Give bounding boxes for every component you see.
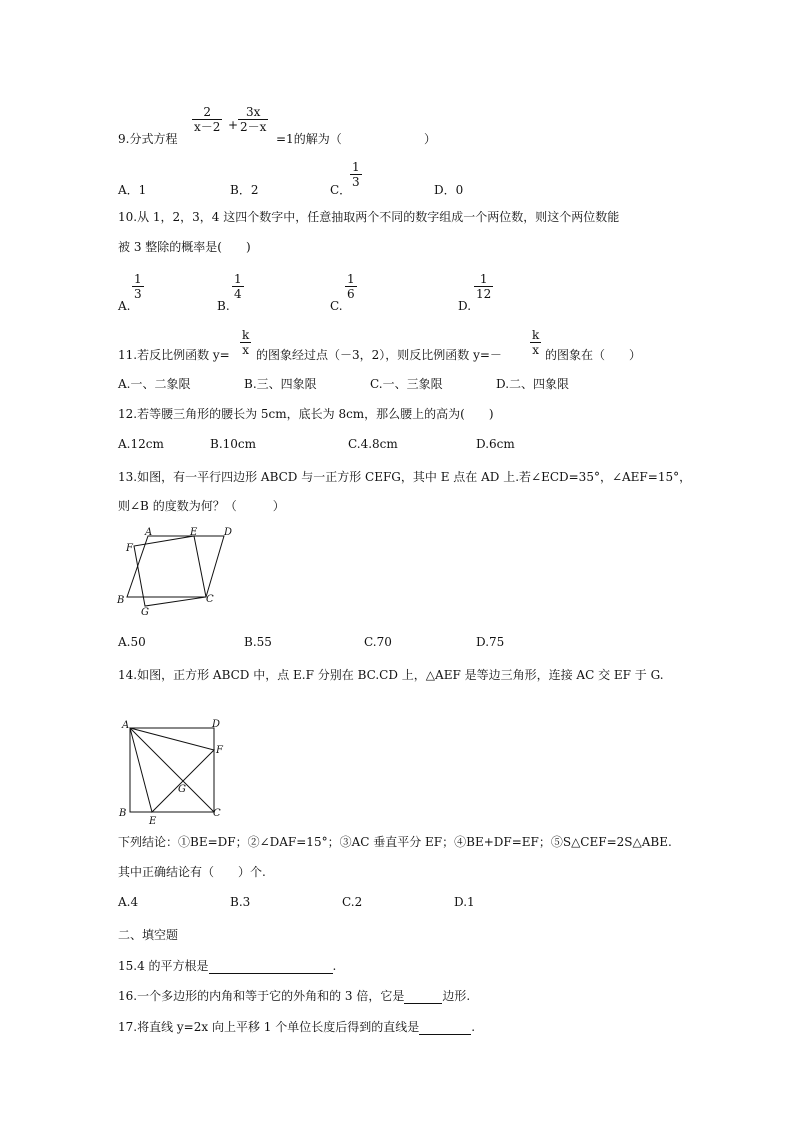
q11-option-d: D.二、四象限 — [496, 377, 570, 391]
q11-part-1: 11.若反比例函数 y= — [118, 348, 230, 362]
q17-period: . — [471, 1020, 476, 1034]
label-c: C — [213, 808, 221, 819]
q13-option-c: C.70 — [364, 635, 392, 649]
q14-figure — [112, 716, 230, 824]
label-b: B — [119, 808, 127, 819]
q11-part-3: 的图象在（ ） — [545, 348, 642, 362]
label-d: D — [224, 527, 233, 538]
q9-fraction-1: 2 x－2 — [194, 105, 221, 134]
label-b: B — [117, 595, 125, 606]
q11-fraction-2: k x — [532, 328, 540, 357]
label-g: G — [178, 784, 186, 795]
q12-option-a: A.12cm — [118, 437, 164, 451]
label-c: C — [206, 594, 214, 605]
q11-option-a: A.一、二象限 — [118, 377, 191, 391]
q15-period: . — [332, 959, 337, 973]
q13-line-1: 13.如图，有一平行四边形 ABCD 与一正方形 CEFG，其中 E 点在 AD 上.若∠ECD=35°，∠AEF=15°， — [118, 470, 692, 484]
q12-text: 12.若等腰三角形的腰长为 5cm，底长为 8cm，那么腰上的高为( ) — [118, 407, 494, 421]
label-e: E — [190, 527, 198, 538]
q10-option-a-fraction: 1 3 — [134, 272, 142, 301]
q9-option-a: A．1 — [118, 183, 147, 197]
label-a: A — [145, 527, 153, 538]
q9-plus: + — [228, 118, 239, 132]
q14-option-d: D.1 — [454, 895, 475, 909]
q12-option-d: D.6cm — [476, 437, 515, 451]
q9-option-d: D．0 — [434, 183, 464, 197]
q14-count: 其中正确结论有（ ）个. — [118, 865, 266, 879]
question-17 — [118, 1018, 475, 1035]
q13-option-b: B.55 — [244, 635, 272, 649]
section-fill-in-title: 二、填空题 — [118, 928, 179, 942]
q15-text: 15.4 的平方根是 — [118, 959, 209, 973]
q10-option-b-fraction: 1 4 — [234, 272, 242, 301]
q13-option-a: A.50 — [118, 635, 146, 649]
q9-option-c: C． — [330, 183, 352, 197]
q10-line-1: 10.从 1，2，3，4 这四个数字中，任意抽取两个不同的数字组成一个两位数，则这个两位数能 — [118, 210, 620, 224]
label-f: F — [126, 543, 133, 554]
q10-option-d-fraction: 1 12 — [476, 272, 492, 301]
diagonal-ac — [130, 728, 214, 812]
q17-text: 17.将直线 y=2x 向上平移 1 个单位长度后得到的直线是 — [118, 1020, 420, 1034]
q9-option-b: B．2 — [230, 183, 259, 197]
q16-suffix: 边形. — [442, 989, 471, 1003]
q12-option-c: C.4.8cm — [348, 437, 398, 451]
q9-prefix: 9.分式方程 — [118, 132, 178, 146]
q10-option-c-fraction: 1 6 — [347, 272, 355, 301]
q14-line-1: 14.如图，正方形 ABCD 中，点 E.F 分别在 BC.CD 上，△AEF 是等边三角形，连接 AC 交 EF 于 G. — [118, 668, 664, 682]
label-e: E — [149, 816, 157, 824]
q10-option-d: D. — [458, 299, 472, 313]
q10-option-b: B. — [217, 299, 230, 313]
q16-text: 16.一个多边形的内角和等于它的外角和的 3 倍，它是 — [118, 989, 405, 1003]
q17-answer-blank[interactable] — [419, 1021, 471, 1035]
question-15 — [118, 957, 336, 974]
label-d: D — [212, 719, 221, 730]
q11-option-b: B.三、四象限 — [244, 377, 317, 391]
q10-option-a: A. — [118, 299, 131, 313]
q13-line-2: 则∠B 的度数为何？（ ） — [118, 499, 285, 513]
q9-option-c-fraction: 1 3 — [352, 160, 360, 189]
label-f: F — [216, 745, 223, 756]
question-16 — [118, 987, 470, 1004]
q12-option-b: B.10cm — [210, 437, 257, 451]
q11-part-2: 的图象经过点（－3，2），则反比例函数 y=－ — [256, 348, 502, 362]
q9-suffix: =1的解为（ — [276, 132, 342, 146]
q14-option-a: A.4 — [118, 895, 139, 909]
q13-option-d: D.75 — [476, 635, 505, 649]
q14-option-c: C.2 — [342, 895, 363, 909]
q13-figure — [112, 526, 237, 618]
q10-option-c: C. — [330, 299, 343, 313]
q14-option-b: B.3 — [230, 895, 251, 909]
q11-option-c: C.一、三象限 — [370, 377, 443, 391]
q9-paren-close: ） — [424, 132, 437, 146]
label-g: G — [141, 607, 149, 618]
q10-line-2: 被 3 整除的概率是( ) — [118, 240, 251, 254]
q15-answer-blank[interactable] — [209, 960, 333, 974]
q11-fraction-1: k x — [242, 328, 250, 357]
q9-fraction-2: 3x 2－x — [240, 105, 267, 134]
label-a: A — [122, 720, 130, 731]
q14-conclusions: 下列结论：①BE=DF；②∠DAF=15°；③AC 垂直平分 EF；④BE+DF=EF；⑤S△CEF=2S△ABE. — [118, 835, 672, 849]
q16-answer-blank[interactable] — [404, 990, 442, 1004]
